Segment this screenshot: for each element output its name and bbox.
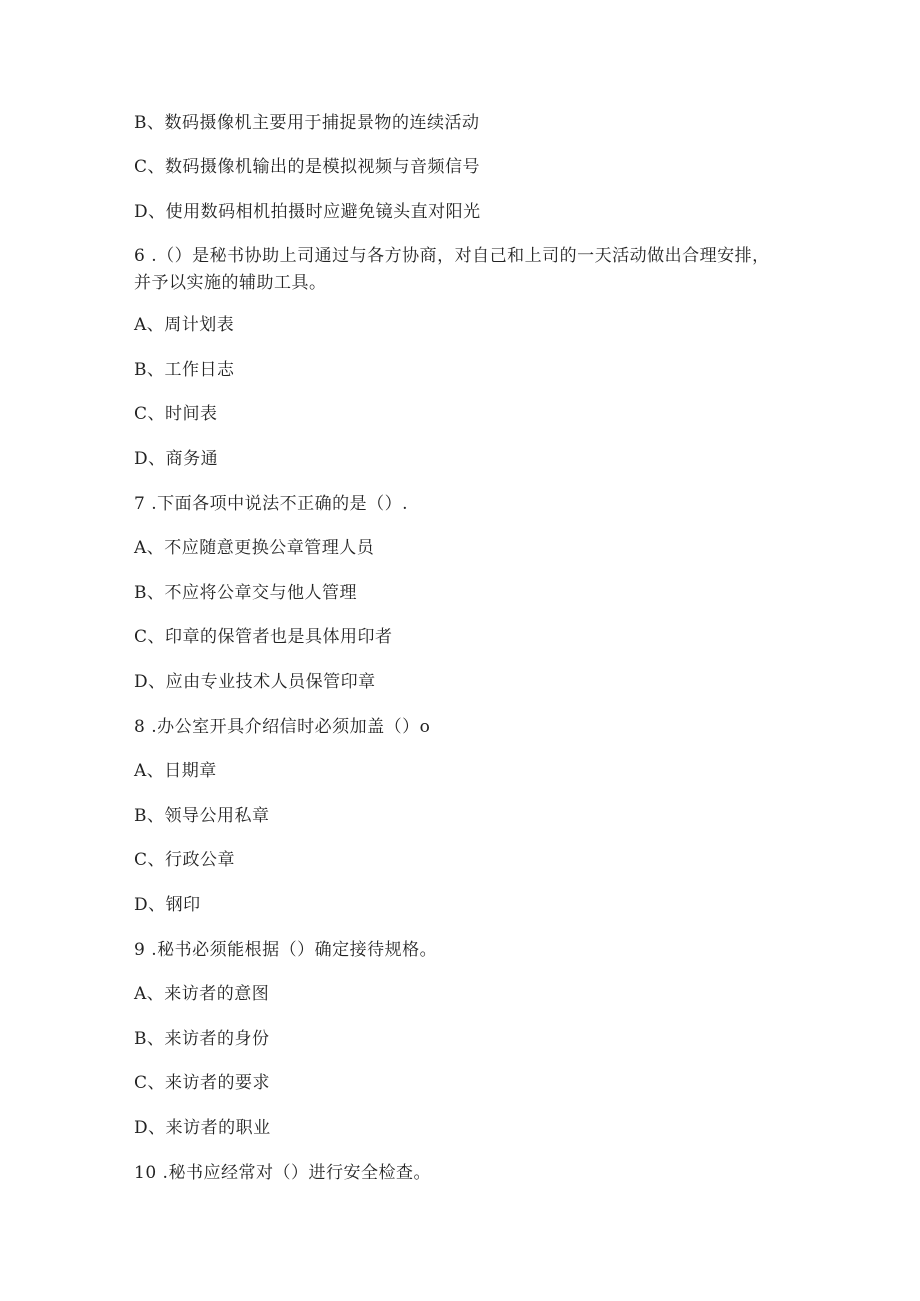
question-9-stem: 9 .秘书必须能根据（）确定接待规格。 <box>134 940 438 960</box>
question-9-option-d: D、来访者的职业 <box>134 1118 271 1138</box>
option-b-line: B、数码摄像机主要用于捕捉景物的连续活动 <box>134 113 480 133</box>
question-10-stem: 10 .秘书应经常对（）进行安全检查。 <box>134 1163 431 1183</box>
question-7-option-a: A、不应随意更换公章管理人员 <box>134 538 375 558</box>
question-6-option-c: C、时间表 <box>134 404 218 424</box>
question-7-option-b: B、不应将公章交与他人管理 <box>134 583 357 603</box>
question-6-option-b: B、工作日志 <box>134 360 235 380</box>
question-7-option-d: D、应由专业技术人员保管印章 <box>134 672 376 692</box>
option-d-line: D、使用数码相机拍摄时应避免镜头直对阳光 <box>134 202 481 222</box>
question-6-option-d: D、商务通 <box>134 449 219 469</box>
question-9-option-c: C、来访者的要求 <box>134 1073 271 1093</box>
question-7-option-c: C、印章的保管者也是具体用印者 <box>134 627 393 647</box>
option-c-line: C、数码摄像机输出的是模拟视频与音频信号 <box>134 157 481 177</box>
question-8-option-c: C、行政公章 <box>134 850 236 870</box>
question-9-option-a: A、来访者的意图 <box>134 984 270 1004</box>
question-6-option-a: A、周计划表 <box>134 315 235 335</box>
question-8-stem: 8 .办公室开具介绍信时必须加盖（）o <box>134 717 431 737</box>
question-6-stem: 6 .（）是秘书协助上司通过与各方协商，对自己和上司的一天活动做出合理安排，并予以实施的辅助工具。 <box>134 246 770 293</box>
question-8-option-a: A、日期章 <box>134 761 217 781</box>
question-8-option-d: D、钢印 <box>134 895 201 915</box>
question-9-option-b: B、来访者的身份 <box>134 1029 270 1049</box>
question-7-stem: 7 .下面各项中说法不正确的是（）. <box>134 494 409 514</box>
question-8-option-b: B、领导公用私章 <box>134 806 270 826</box>
